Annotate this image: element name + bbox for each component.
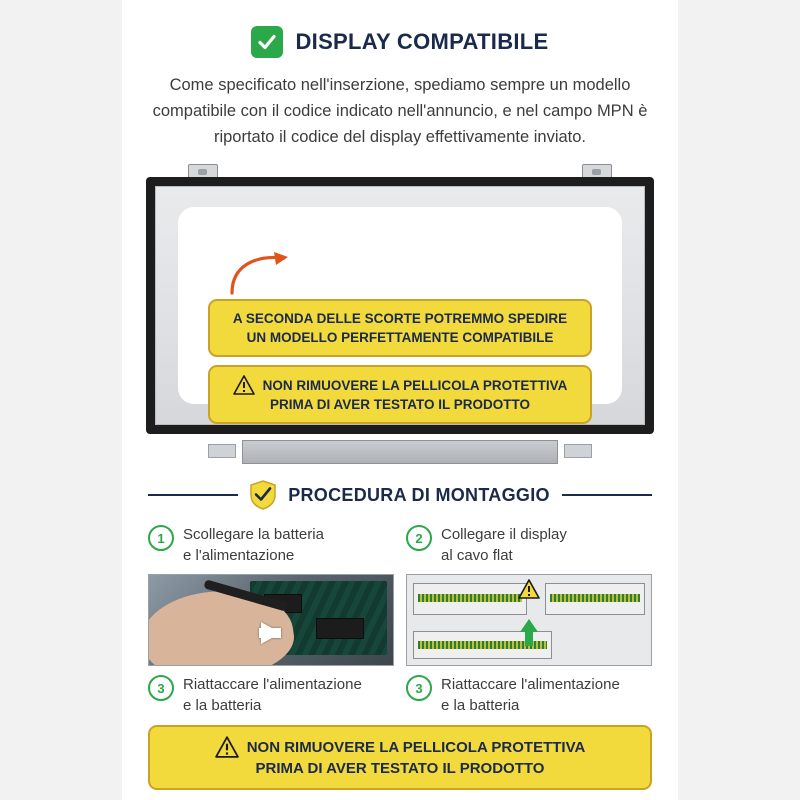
insert-direction-arrow-icon	[520, 619, 538, 632]
procedure-steps	[148, 524, 652, 716]
divider-left	[148, 494, 238, 496]
step-text-line-2: e la batteria	[441, 697, 520, 714]
film-warning-line-1: NON RIMUOVERE LA PELLICOLA PROTETTIVA	[262, 377, 568, 393]
panel-bottom-tab-left	[208, 444, 236, 458]
header	[122, 0, 678, 58]
shield-icon	[250, 480, 276, 510]
step-text	[441, 524, 567, 566]
step-number: 2	[406, 525, 432, 551]
info-sheet	[122, 0, 678, 800]
film-warning-notice	[208, 365, 592, 424]
connector-left	[413, 583, 527, 615]
step-text-line-1: Riattaccare l'alimentazione	[441, 676, 620, 693]
step-number: 3	[406, 675, 432, 701]
warning-triangle-icon	[233, 375, 255, 395]
step-1	[148, 524, 394, 666]
film-warning-line-2: PRIMA DI AVER TESTATO IL PRODOTTO	[269, 397, 530, 412]
page-title: DISPLAY COMPATIBILE	[295, 29, 549, 54]
step-3-left	[148, 674, 394, 716]
laptop-battery-disconnect-photo	[148, 574, 394, 666]
intro-text: Come specificato nell'inserzione, spediamo sempre un modello compatibile con il codice indicato nell'annuncio, e nel campo MPN è riportato il codice del display effettivamente inviato.	[152, 76, 648, 146]
step-text-line-2: e l'alimentazione	[183, 547, 295, 564]
panel-bottom-tab-right	[564, 444, 592, 458]
connector-right	[545, 583, 645, 615]
step-text-line-1: Riattaccare l'alimentazione	[183, 676, 362, 693]
step-text-line-1: Collegare il display	[441, 526, 567, 543]
curved-arrow-icon	[226, 249, 296, 295]
display-flat-cable-photo	[406, 574, 652, 666]
warning-triangle-icon	[518, 579, 540, 599]
footer-warning-line-1: NON RIMUOVERE LA PELLICOLA PROTETTIVA	[246, 738, 586, 756]
compatibility-notice-line-2: UN MODELLO PERFETTAMENTE COMPATIBILE	[246, 330, 554, 345]
step-text	[441, 674, 620, 716]
panel-surface	[155, 186, 645, 425]
flat-cable	[418, 594, 522, 602]
pointer-arrow-icon	[261, 622, 281, 644]
display-panel-illustration	[146, 164, 654, 464]
compatibility-notice	[208, 299, 592, 357]
step-text	[183, 674, 362, 716]
divider-right	[562, 494, 652, 496]
step-text	[183, 524, 324, 566]
compatibility-notice-line-1: A SECONDA DELLE SCORTE POTREMMO SPEDIRE	[232, 311, 568, 326]
step-2	[406, 524, 652, 666]
procedure-heading	[148, 480, 652, 510]
footer-warning-banner	[148, 725, 652, 790]
step-number: 1	[148, 525, 174, 551]
warning-triangle-icon	[215, 736, 239, 758]
step-text-line-2: al cavo flat	[441, 547, 513, 564]
check-icon	[251, 26, 283, 58]
panel-bezel	[146, 177, 654, 434]
footer-warning-line-2: PRIMA DI AVER TESTATO IL PRODOTTO	[255, 760, 545, 777]
step-text-line-2: e la batteria	[183, 697, 262, 714]
panel-bottom-bracket	[242, 440, 558, 464]
step-number: 3	[148, 675, 174, 701]
step-3-right	[406, 674, 652, 716]
chip	[316, 618, 364, 639]
step-text-line-1: Scollegare la batteria	[183, 526, 324, 543]
flat-cable	[550, 594, 640, 602]
procedure-title: PROCEDURA DI MONTAGGIO	[288, 484, 550, 505]
